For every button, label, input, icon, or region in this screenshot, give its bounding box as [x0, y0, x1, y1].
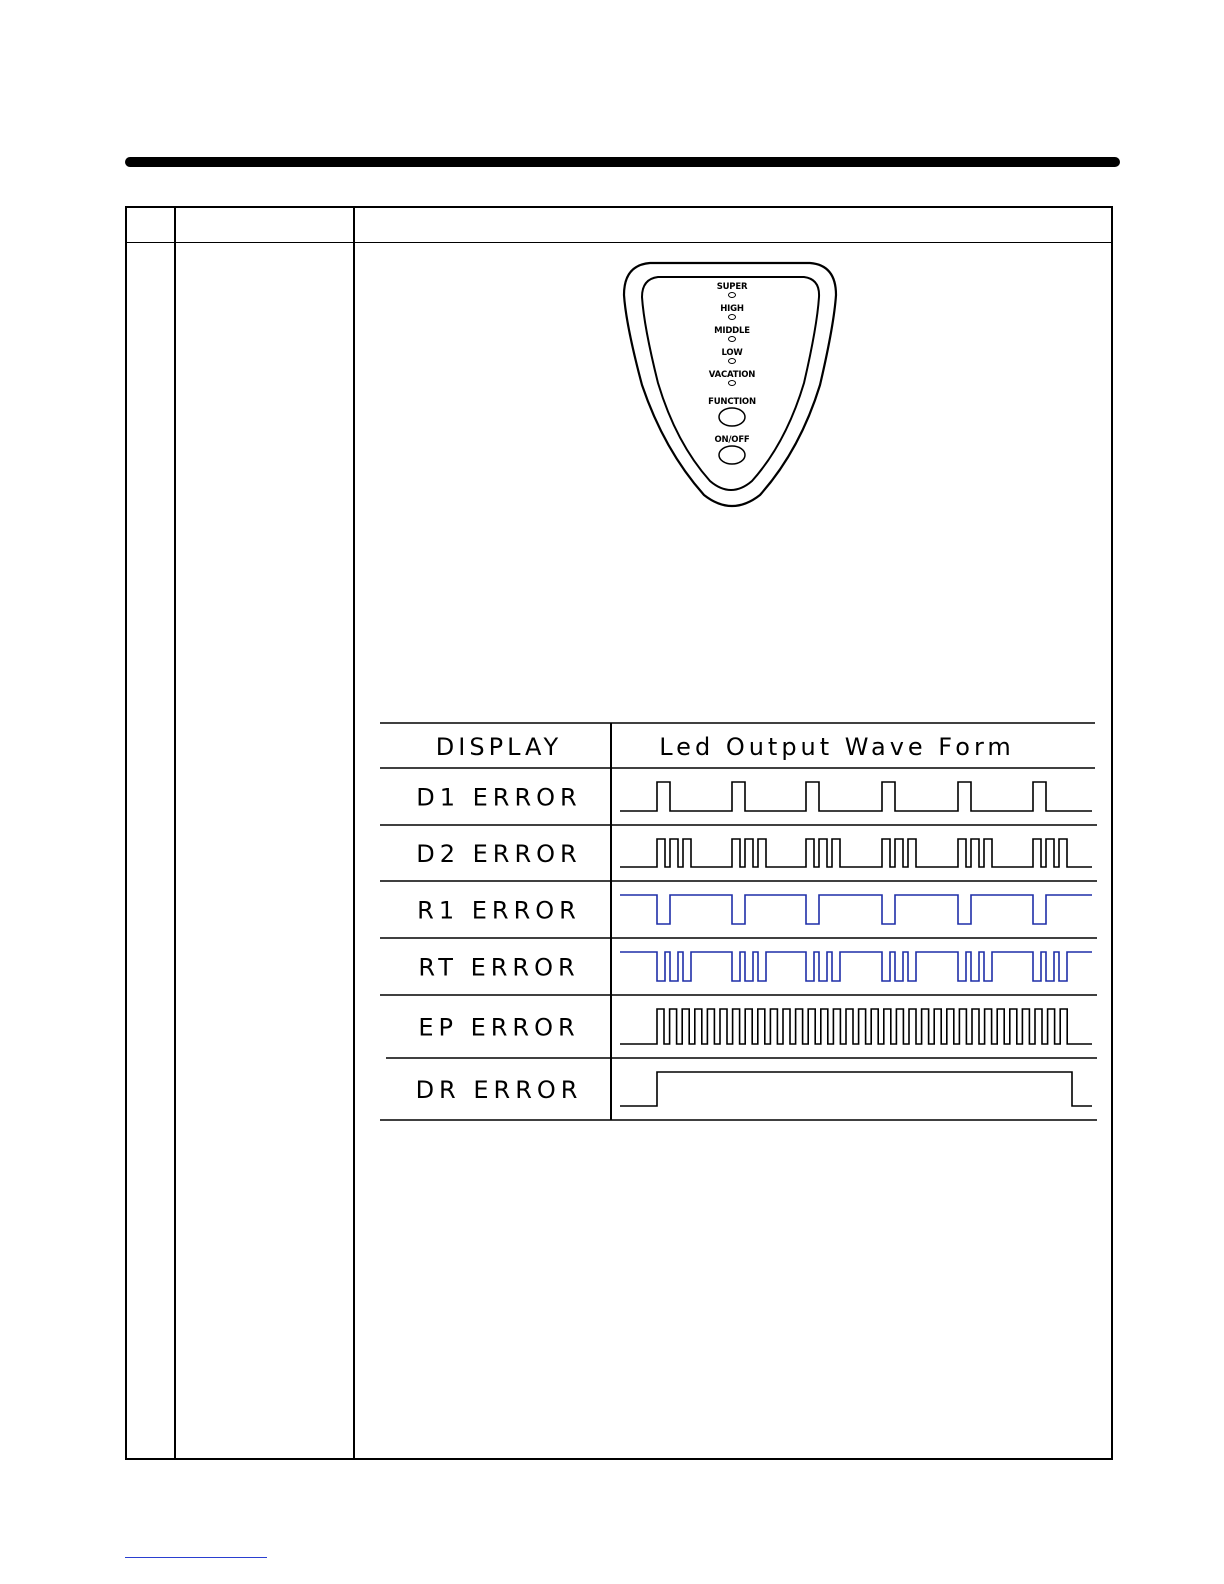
error-label: EP ERROR: [418, 1013, 580, 1042]
error-label: D1 ERROR: [416, 783, 582, 812]
waveform-double-pulse-high: [620, 839, 1092, 867]
waveform-continuous-pulse: [620, 1009, 1092, 1044]
error-row-3: [380, 895, 1097, 938]
error-row-6: [380, 1072, 1097, 1120]
indicator-label-high: HIGH: [720, 304, 744, 314]
header-rule: [125, 157, 1120, 167]
indicator-led-super: [729, 293, 736, 298]
indicator-label-low: LOW: [721, 348, 743, 358]
function-button[interactable]: [719, 408, 745, 426]
waveform-double-pulse-low: [620, 952, 1092, 981]
function-button-label: FUNCTION: [708, 397, 756, 407]
column-divider-2: [353, 208, 355, 1458]
waveform-single-pulse-high: [620, 782, 1092, 811]
error-row-2: [380, 839, 1097, 881]
error-label: D2 ERROR: [416, 840, 582, 868]
error-row-5: [386, 1009, 1097, 1058]
footer-underline: [125, 1557, 267, 1558]
waveform-single-pulse-low: [620, 895, 1092, 924]
header-row-divider: [127, 242, 1111, 243]
control-panel-diagram: [620, 255, 840, 515]
error-label: R1 ERROR: [417, 896, 581, 925]
led-error-table: [375, 718, 1105, 1128]
indicator-led-middle: [729, 337, 736, 342]
onoff-button[interactable]: [719, 446, 745, 464]
indicator-label-middle: MIDDLE: [714, 326, 750, 336]
error-label: RT ERROR: [418, 953, 580, 982]
waveform-steady-high: [620, 1072, 1092, 1106]
indicator-led-vacation: [729, 381, 736, 386]
error-row-4: [380, 952, 1097, 995]
display-header: DISPLAY: [435, 733, 563, 761]
onoff-button-label: ON/OFF: [714, 435, 750, 445]
indicator-label-super: SUPER: [716, 282, 748, 292]
column-divider-1: [174, 208, 176, 1458]
error-label: DR ERROR: [415, 1076, 583, 1104]
wave-header: Led Output Wave Form: [659, 733, 1015, 761]
error-row-1: [380, 782, 1097, 825]
indicator-label-vacation: VACATION: [708, 370, 756, 380]
indicator-led-high: [729, 315, 736, 320]
indicator-led-low: [729, 359, 736, 364]
